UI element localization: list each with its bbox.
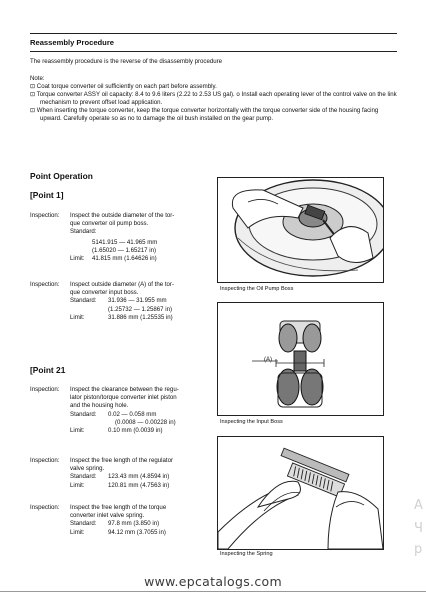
inspection-text: Inspect the free length of the torque bbox=[70, 504, 167, 511]
figure-input-boss-caption: Inspecting the Input Boss bbox=[220, 419, 283, 425]
point1-inspection2 bbox=[30, 281, 215, 322]
footer-rule bbox=[0, 591, 426, 592]
limit-label: Limit: bbox=[70, 528, 85, 536]
inspection-text: que converter oil pump boss. bbox=[70, 220, 149, 228]
note-item: ⊡ When inserting the torque converter, keep the torque converter horizontally with the torque converter side of the housing facing upward. Carefully operate so as no to damage the oil bush installed on the gear pump. bbox=[30, 107, 379, 123]
limit-label: Limit: bbox=[70, 427, 85, 435]
reassembly-intro: The reassembly procedure is the reverse of the disassembly procedure bbox=[30, 58, 223, 65]
standard-value: (1.65020 — 1.65217 in) bbox=[92, 246, 157, 254]
footer-site-link[interactable]: www.epcatalogs.com bbox=[144, 574, 282, 589]
standard-value: 31.936 — 31.955 mm bbox=[108, 297, 167, 305]
note-item: ⊡ Torque converter ASSY oil capacity: 8.4 to 9.6 liters (2.22 to 2.53 US gal). o Install each operating lever of the control valve on the link mechanism to prevent offset load application. bbox=[30, 91, 397, 107]
figure-spring bbox=[217, 436, 384, 550]
standard-value: 0.02 — 0.058 mm bbox=[108, 410, 157, 418]
point1-inspection1 bbox=[30, 212, 215, 263]
limit-label: Limit: bbox=[70, 313, 85, 321]
title-rule bbox=[30, 51, 397, 52]
top-rule bbox=[30, 33, 397, 34]
figure-spring-caption: Inspecting the Spring bbox=[220, 551, 273, 557]
standard-value: 123.43 mm (4.8594 in) bbox=[108, 473, 170, 481]
limit-value: 31.886 mm (1.25535 in) bbox=[108, 313, 173, 321]
point-operation-title: Point Operation bbox=[30, 171, 93, 181]
limit-label: Limit: bbox=[70, 481, 85, 489]
standard-label: Standard: bbox=[70, 297, 97, 305]
inspection-text: lator piston/torque converter inlet piston bbox=[70, 394, 177, 402]
figure-input-boss bbox=[217, 302, 384, 416]
limit-value: 120.81 mm (4.7563 in) bbox=[108, 481, 170, 489]
dimension-a-label: (A) bbox=[264, 357, 272, 363]
limit-value: 41.815 mm (1.64626 in) bbox=[92, 255, 157, 263]
inspection-label: Inspection: bbox=[30, 457, 60, 464]
standard-label: Standard: bbox=[70, 228, 97, 236]
standard-value: (0.0008 — 0.00228 in) bbox=[115, 418, 176, 426]
watermark-char: р bbox=[414, 542, 423, 557]
standard-label: Standard: bbox=[70, 520, 97, 528]
spring-illustration bbox=[218, 437, 383, 549]
inspection-text: Inspect the outside diameter of the tor- bbox=[70, 212, 175, 219]
inspection-label: Inspection: bbox=[30, 504, 60, 511]
inspection-label: Inspection: bbox=[30, 212, 60, 219]
standard-value: 97.8 mm (3.850 in) bbox=[108, 520, 160, 528]
inspection-label: Inspection: bbox=[30, 386, 60, 393]
point2-inspection3 bbox=[30, 504, 215, 537]
note-item: ⊡ Coat torque converter oil sufficiently on each part before assembly. bbox=[30, 83, 217, 91]
note-label: Note: bbox=[30, 75, 45, 82]
point2-inspection2 bbox=[30, 457, 215, 490]
inspection-text: Inspect the clearance between the regu- bbox=[70, 386, 179, 393]
limit-label: Limit: bbox=[70, 255, 85, 263]
point2-inspection1 bbox=[30, 386, 215, 435]
inspection-text: and the housing hole. bbox=[70, 402, 129, 410]
standard-value: 5141.915 — 41.965 mm bbox=[92, 238, 158, 246]
reassembly-title: Reassembly Procedure bbox=[30, 38, 114, 47]
limit-value: 94.12 mm (3.7055 in) bbox=[108, 528, 166, 536]
inspection-text: converter inlet valve spring. bbox=[70, 512, 145, 520]
watermark-char: A bbox=[414, 498, 423, 513]
standard-value: (1.25732 — 1.25867 in) bbox=[108, 305, 173, 313]
point2-heading: [Point 21 bbox=[30, 365, 66, 375]
inspection-text: Inspect the free length of the regulator bbox=[70, 457, 173, 464]
inspection-text: que converter input boss. bbox=[70, 289, 139, 297]
standard-label: Standard: bbox=[70, 410, 97, 418]
inspection-text: Inspect outside diameter (A) of the tor- bbox=[70, 281, 174, 288]
oil-pump-illustration bbox=[218, 178, 383, 282]
limit-value: 0.10 mm (0.0039 in) bbox=[108, 427, 163, 435]
watermark-char: Ч bbox=[414, 521, 423, 536]
input-boss-illustration bbox=[218, 303, 383, 415]
inspection-label: Inspection: bbox=[30, 281, 60, 288]
standard-label: Standard: bbox=[70, 473, 97, 481]
point1-heading: [Point 1] bbox=[30, 190, 64, 200]
inspection-text: valve spring. bbox=[70, 465, 105, 473]
notes-block bbox=[30, 75, 398, 124]
figure-oil-pump-caption: Inspecting the Oil Pump Boss bbox=[220, 286, 294, 292]
figure-oil-pump-boss bbox=[217, 177, 384, 283]
